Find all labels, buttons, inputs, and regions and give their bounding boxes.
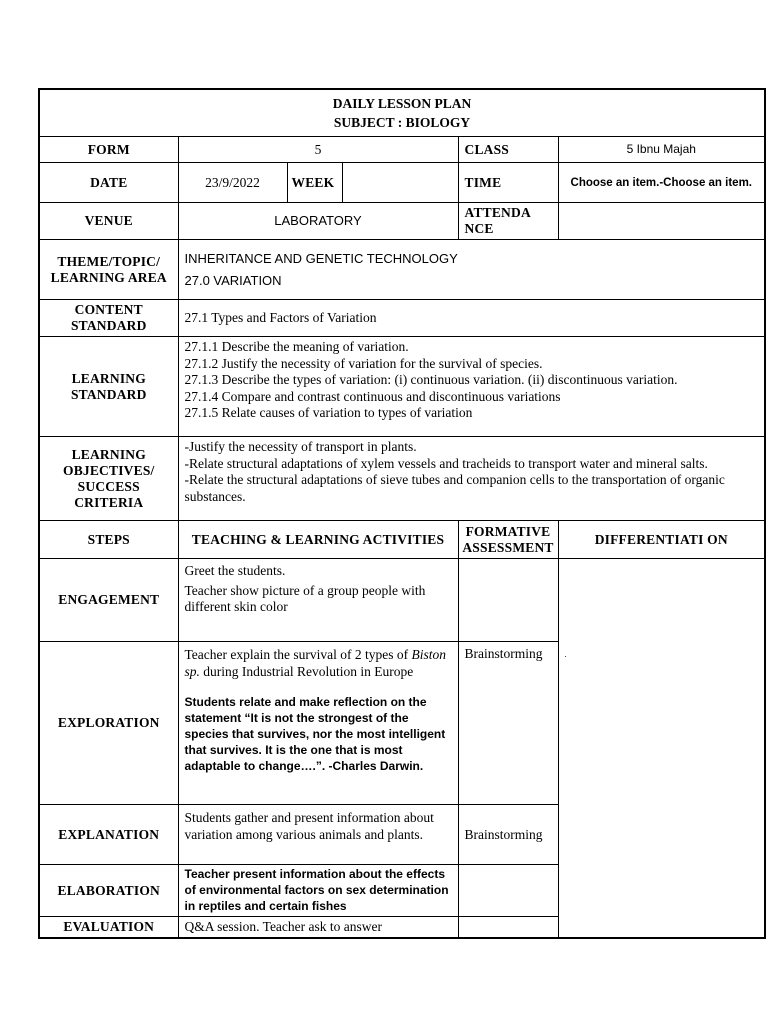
assessment-header: FORMATIVE ASSESSMENT [458, 521, 558, 559]
theme-value [178, 240, 765, 300]
learning-standard-item: 27.1.2 Justify the necessity of variation for the survival of species. [184, 355, 543, 371]
activities-header: TEACHING & LEARNING ACTIVITIES [178, 521, 458, 559]
attendance-label: ATTENDA NCE [458, 203, 558, 240]
week-value[interactable] [342, 163, 458, 203]
engagement-line-1: Greet the students. [184, 563, 286, 578]
theme-line-1: INHERITANCE AND GENETIC TECHNOLOGY [184, 250, 458, 266]
evaluation-label: EVALUATION [39, 917, 178, 939]
exploration-text-post: during Industrial Revolution in Europe [203, 664, 414, 679]
plan-subject: SUBJECT : BIOLOGY [333, 115, 471, 130]
objective-item: -Relate the structural adaptations of sieve tubes and companion cells to the transportation of organic substances. [184, 472, 725, 504]
class-value[interactable]: 5 Ibnu Majah [558, 137, 765, 163]
explanation-label: EXPLANATION [39, 805, 178, 865]
learning-standard-item: 27.1.4 Compare and contrast continuous and discontinuous variations [184, 388, 561, 404]
learning-standard-item: 27.1.3 Describe the types of variation: (i) continuous variation. (ii) discontinuous variation. [184, 372, 678, 387]
evaluation-activities: Q&A session. Teacher ask to answer [178, 917, 458, 939]
time-label: TIME [458, 163, 558, 203]
engagement-activities [178, 559, 458, 642]
class-label: CLASS [458, 137, 558, 163]
engagement-line-2: Teacher show picture of a group people with different skin color [184, 583, 426, 614]
date-value[interactable]: 23/9/2022 [178, 163, 287, 203]
exploration-species: Biston sp. [184, 647, 446, 679]
learning-standard-list [178, 337, 765, 437]
explanation-activities: Students gather and present information about variation among various animals and plants. [178, 805, 458, 865]
objective-item: -Justify the necessity of transport in plants. [184, 439, 417, 454]
exploration-label: EXPLORATION [39, 642, 178, 805]
differentiation-mark: . [564, 650, 567, 659]
steps-header: STEPS [39, 521, 178, 559]
lesson-plan-table [38, 88, 766, 939]
content-standard-value: 27.1 Types and Factors of Variation [178, 300, 765, 337]
learning-standard-label: LEARNING STANDARD [39, 337, 178, 437]
plan-header [39, 89, 765, 137]
explanation-assessment: Brainstorming [458, 805, 558, 865]
exploration-assessment: Brainstorming [458, 642, 558, 805]
exploration-text-pre: Teacher explain the survival of 2 types of [184, 647, 409, 662]
theme-label: THEME/TOPIC/ LEARNING AREA [39, 240, 178, 300]
time-dropdown[interactable]: Choose an item.-Choose an item. [558, 163, 765, 203]
exploration-quote: Students relate and make reflection on the statement “It is not the strongest of the species that survives, nor the most intelligent that survives. It is the one that is most adaptable to change….”. -Charles Darwin. [184, 695, 446, 773]
venue-label: VENUE [39, 203, 178, 240]
exploration-paragraph [185, 646, 452, 680]
evaluation-assessment [458, 917, 558, 939]
attendance-value[interactable] [558, 203, 765, 240]
elaboration-assessment [458, 865, 558, 917]
form-label: FORM [39, 137, 178, 163]
objective-item: -Relate structural adaptations of xylem vessels and tracheids to transport water and mineral salts. [184, 455, 708, 471]
form-value[interactable]: 5 [178, 137, 458, 163]
engagement-assessment [458, 559, 558, 642]
learning-standard-item: 27.1.5 Relate causes of variation to types of variation [184, 405, 473, 420]
engagement-label: ENGAGEMENT [39, 559, 178, 642]
date-label: DATE [39, 163, 178, 203]
plan-title: DAILY LESSON PLAN [332, 96, 472, 111]
theme-line-2: 27.0 VARIATION [184, 272, 282, 288]
lesson-plan-sheet [38, 88, 764, 939]
elaboration-activities: Teacher present information about the effects of environmental factors on sex determination in reptiles and certain fishes [178, 865, 458, 917]
content-standard-label: CONTENT STANDARD [39, 300, 178, 337]
elaboration-label: ELABORATION [39, 865, 178, 917]
objectives-list [178, 437, 765, 521]
week-label: WEEK [287, 163, 342, 203]
differentiation-header: DIFFERENTIATI ON [558, 521, 765, 559]
differentiation-cell [558, 559, 765, 939]
objectives-label: LEARNING OBJECTIVES/ SUCCESS CRITERIA [39, 437, 178, 521]
venue-value[interactable]: LABORATORY [178, 203, 458, 240]
learning-standard-item: 27.1.1 Describe the meaning of variation. [184, 339, 409, 354]
exploration-activities [178, 642, 458, 805]
